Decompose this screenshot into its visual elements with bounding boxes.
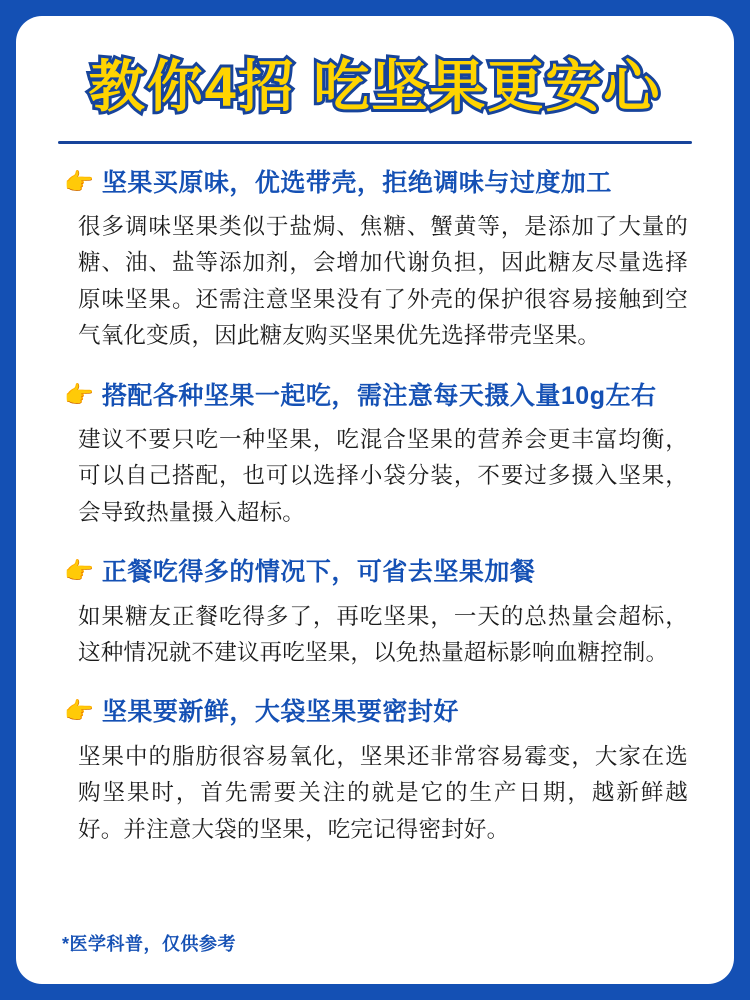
tip-heading-2: [56, 381, 694, 412]
pointing-hand-right-icon: 👉: [64, 698, 94, 726]
tip-heading-1: [56, 168, 694, 199]
tip-body-2: 建议不要只吃一种坚果，吃混合坚果的营养会更丰富均衡，可以自己搭配，也可以选择小袋分装，不要过多摄入坚果，会导致热量摄入超标。: [78, 426, 688, 525]
tip-heading-text-4: 坚果要新鲜，大袋坚果要密封好: [101, 698, 459, 727]
pointing-hand-right-icon: 👉: [64, 168, 94, 196]
pointing-hand-right-icon: 👉: [64, 558, 94, 586]
tip-section-4: [56, 697, 694, 848]
tip-body-1: 很多调味坚果类似于盐焗、焦糖、蟹黄等，是添加了大量的糖、油、盐等添加剂，会增加代谢负担，因此糖友尽量选择原味坚果。还需注意坚果没有了外壳的保护很容易接触到空气氧化变质，因此糖友购买坚果优先选择带壳坚果。: [78, 213, 688, 349]
disclaimer-note: *医学科普，仅供参考: [62, 934, 237, 954]
tip-heading-text-1: 坚果买原味，优选带壳，拒绝调味与过度加工: [101, 168, 612, 197]
tip-body-3: 如果糖友正餐吃得多了，再吃坚果，一天的总热量会超标，这种情况就不建议再吃坚果，以免热量超标影响血糖控制。: [78, 603, 688, 665]
tip-body-4: 坚果中的脂肪很容易氧化，坚果还非常容易霉变，大家在选购坚果时，首先需要关注的就是它的生产日期，越新鲜越好。并注意大袋的坚果，吃完记得密封好。: [78, 743, 688, 842]
tip-heading-3: [56, 557, 694, 588]
page-title: 教你4招 吃坚果更安心: [88, 55, 662, 118]
tip-section-1: [56, 168, 694, 355]
tip-heading-text-3: 正餐吃得多的情况下，可省去坚果加餐: [101, 558, 536, 587]
poster-card: [16, 16, 734, 984]
tip-heading-4: [56, 697, 694, 728]
tip-section-3: [56, 557, 694, 671]
tip-heading-text-2: 搭配各种坚果一起吃，需注意每天摄入量10g左右: [101, 381, 657, 410]
tip-section-2: [56, 381, 694, 532]
poster-content: [16, 16, 734, 984]
pointing-hand-right-icon: 👉: [64, 381, 94, 409]
title-divider: [58, 141, 692, 144]
